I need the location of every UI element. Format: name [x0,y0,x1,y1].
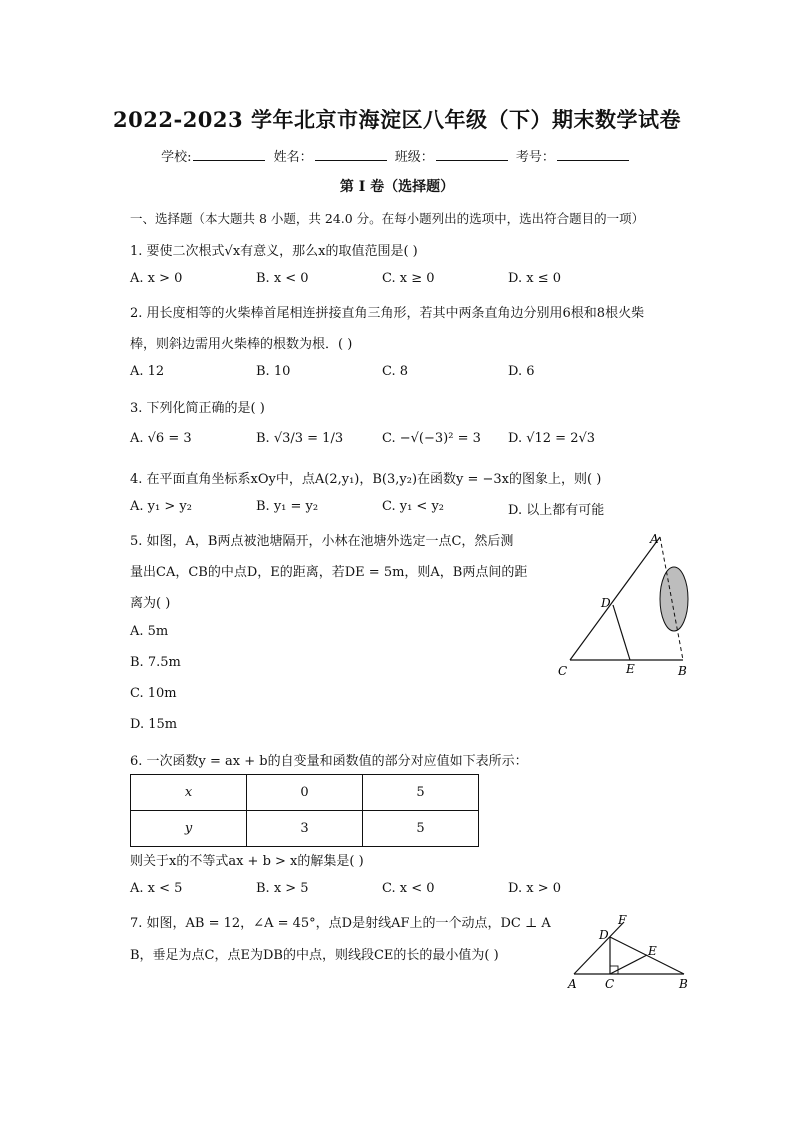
q1-option-d[interactable]: D. x ≤ 0 [508,271,561,286]
q2-option-b[interactable]: B. 10 [256,364,291,379]
question-3-stem: 3. 下列化简正确的是( ) [130,401,265,416]
q4-option-c[interactable]: C. y₁ < y₂ [382,499,445,514]
table-cell: y [131,811,247,847]
label-b: B [678,664,687,678]
line-de [613,605,630,660]
student-info-line [0,146,794,165]
pond-shape [660,567,688,631]
geometry-diagram [560,908,700,994]
q5-option-c[interactable]: C. 10m [130,686,177,701]
q5-option-d[interactable]: D. 15m [130,717,178,732]
question-5-stem-3: 离为( ) [130,596,171,611]
q4-option-b[interactable]: B. y₁ = y₂ [256,499,319,514]
question-2-stem: 2. 用长度相等的火柴棒首尾相连拼接直角三角形，若其中两条直角边分别用6根和8根火柴 [130,306,645,321]
school-blank[interactable] [193,148,265,161]
school-label: 学校: [161,150,192,165]
label-f: F [618,913,627,927]
question-1-stem: 1. 要使二次根式√x有意义，那么x的取值范围是( ) [130,244,418,259]
q4-option-d[interactable]: D. 以上都有可能 [508,503,605,518]
label-c: C [605,977,615,991]
section-heading: 一、选择题（本大题共 8 小题，共 24.0 分。在每小题列出的选项中，选出符合题目的一项） [130,211,645,226]
exam-no-blank[interactable] [557,148,629,161]
label-a: A [568,977,577,991]
q1-option-b[interactable]: B. x < 0 [256,271,309,286]
name-label: 姓名： [273,150,313,165]
q2-option-d[interactable]: D. 6 [508,364,535,379]
question-7-stem: 7. 如图，AB = 12，∠A = 45°，点D是射线AF上的一个动点，DC ⊥ A [130,916,551,931]
q1-option-a[interactable]: A. x > 0 [130,271,183,286]
q6-option-d[interactable]: D. x > 0 [508,881,561,896]
exam-no-label: 考号： [515,150,555,165]
question-5-stem-2: 量出CA，CB的中点D，E的距离，若DE = 5m，则A，B两点间的距 [130,565,528,580]
q6-option-a[interactable]: A. x < 5 [130,881,183,896]
q1-option-c[interactable]: C. x ≥ 0 [382,271,435,286]
q5-option-a[interactable]: A. 5m [130,624,169,639]
q4-option-a[interactable]: A. y₁ > y₂ [130,499,192,514]
name-blank[interactable] [315,148,387,161]
label-d: D [599,928,609,942]
question-6-stem-2: 则关于x的不等式ax + b > x的解集是( ) [130,854,364,869]
question-2-stem-2: 棒，则斜边需用火柴棒的根数为根．( ) [130,337,353,352]
label-e: E [626,662,635,676]
question-7-stem-2: B，垂足为点C，点E为DB的中点，则线段CE的长的最小值为( ) [130,948,499,963]
q2-option-c[interactable]: C. 8 [382,364,409,379]
question-5-stem: 5. 如图，A，B两点被池塘隔开，小林在池塘外选定一点C，然后测 [130,534,514,549]
line-ca [570,537,660,660]
label-a: A [650,532,659,546]
line-ce [610,955,647,974]
label-b: B [679,977,688,991]
table-cell: x [131,775,247,811]
q6-option-b[interactable]: B. x > 5 [256,881,309,896]
q2-option-a[interactable]: A. 12 [130,364,165,379]
table-row [131,775,479,811]
question-6-stem: 6. 一次函数y = ax + b的自变量和函数值的部分对应值如下表所示： [130,754,528,769]
q3-option-a[interactable]: A. √6 = 3 [130,431,192,446]
question-4-stem: 4. 在平面直角坐标系xOy中，点A(2,y₁)，B(3,y₂)在函数y = −3x的图象上，则( ) [130,472,602,487]
exam-title: 2022-2023 学年北京市海淀区八年级（下）期末数学试卷 [113,107,681,132]
volume-heading: 第 I 卷（选择题） [339,179,455,195]
class-label: 班级： [394,150,434,165]
q3-option-d[interactable]: D. √12 = 2√3 [508,431,596,446]
pond-diagram [550,525,710,685]
q6-option-c[interactable]: C. x < 0 [382,881,435,896]
label-c: C [558,664,568,678]
table-cell: 5 [363,775,479,811]
q5-option-b[interactable]: B. 7.5m [130,655,181,670]
table-cell: 5 [363,811,479,847]
q3-option-c[interactable]: C. −√(−3)² = 3 [382,431,481,446]
class-blank[interactable] [436,148,508,161]
label-d: D [601,596,611,610]
label-e: E [648,944,657,958]
q3-option-b[interactable]: B. √3/3 = 1/3 [256,431,344,446]
table-row [131,811,479,847]
table-cell: 0 [247,775,363,811]
table-cell: 3 [247,811,363,847]
value-table [130,774,479,847]
